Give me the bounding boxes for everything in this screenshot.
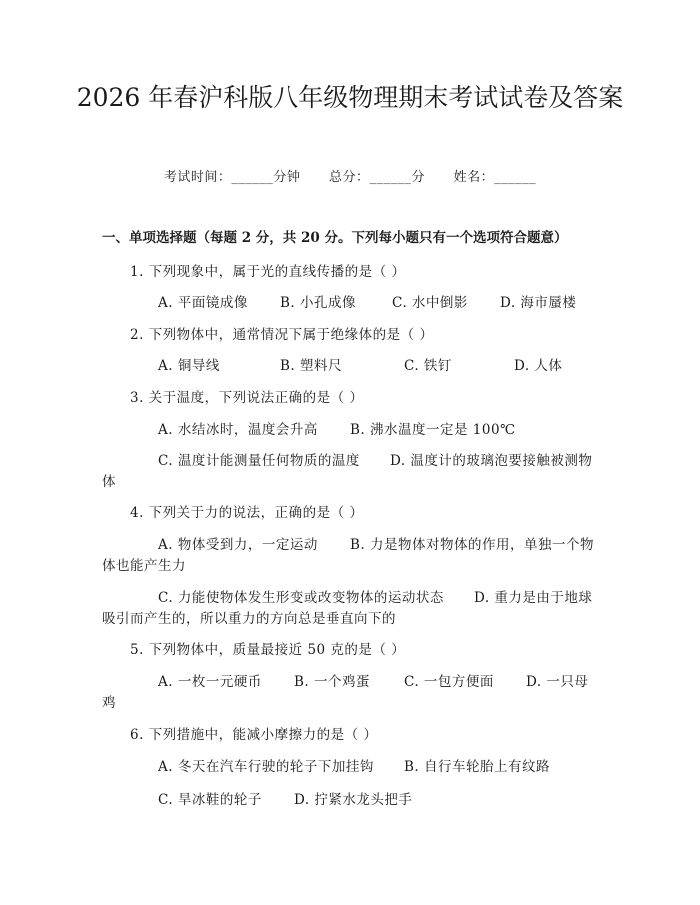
option-d: D. 海市蜃楼 bbox=[500, 295, 577, 311]
option-b: B. 小孔成像 bbox=[280, 295, 357, 311]
option-b: B. 塑料尺 bbox=[280, 358, 343, 374]
option-d: D. 一只母 bbox=[526, 674, 589, 690]
question-stem: 1. 下列现象中，属于光的直线传播的是（ ） bbox=[130, 264, 406, 280]
option-wrap: 体 bbox=[102, 474, 116, 490]
option-a: A. 铜导线 bbox=[158, 358, 220, 374]
option-c: C. 力能使物体发生形变或改变物体的运动状态 bbox=[158, 590, 444, 606]
option-c: C. 温度计能测量任何物质的温度 bbox=[158, 453, 360, 469]
question-stem: 4. 下列关于力的说法，正确的是（ ） bbox=[130, 505, 364, 521]
option-c: C. 水中倒影 bbox=[392, 295, 468, 311]
option-a: A. 物体受到力，一定运动 bbox=[158, 537, 318, 553]
option-d: D. 拧紧水龙头把手 bbox=[294, 792, 413, 808]
question-stem: 5. 下列物体中，质量最接近 50 克的是（ ） bbox=[130, 642, 406, 658]
option-wrap: 鸡 bbox=[102, 695, 116, 711]
option-a: A. 平面镜成像 bbox=[158, 295, 248, 311]
option-d: D. 重力是由于地球 bbox=[474, 590, 593, 606]
student-name-field: 姓名：______ bbox=[453, 170, 537, 185]
option-b: B. 沸水温度一定是 100℃ bbox=[350, 422, 516, 438]
question-stem: 2. 下列物体中，通常情况下属于绝缘体的是（ ） bbox=[130, 327, 434, 343]
option-wrap: 体也能产生力 bbox=[102, 558, 186, 574]
option-c: C. 铁钉 bbox=[404, 358, 452, 374]
option-b: B. 自行车轮胎上有纹路 bbox=[404, 759, 551, 775]
option-a: A. 冬天在汽车行驶的轮子下加挂钩 bbox=[158, 759, 374, 775]
total-score-field: 总分：______分 bbox=[328, 170, 425, 185]
question-stem: 6. 下列措施中，能减小摩擦力的是（ ） bbox=[130, 727, 378, 743]
question-stem: 3. 关于温度，下列说法正确的是（ ） bbox=[130, 390, 364, 406]
option-b: B. 力是物体对物体的作用，单独一个物 bbox=[350, 537, 595, 553]
option-c: C. 一包方便面 bbox=[404, 674, 494, 690]
section-heading: 一、单项选择题（每题 2 分，共 20 分。下列每小题只有一个选项符合题意） bbox=[102, 230, 568, 246]
exam-meta bbox=[0, 168, 700, 188]
document-title: 2026 年春沪科版八年级物理期末考试试卷及答案 bbox=[76, 83, 624, 112]
option-b: B. 一个鸡蛋 bbox=[294, 674, 371, 690]
option-wrap: 吸引而产生的，所以重力的方向总是垂直向下的 bbox=[102, 611, 396, 627]
option-d: D. 温度计的玻璃泡要接触被测物 bbox=[390, 453, 593, 469]
exam-time-field: 考试时间：______分钟 bbox=[163, 170, 301, 185]
option-d: D. 人体 bbox=[514, 358, 563, 374]
option-a: A. 一枚一元硬币 bbox=[158, 674, 262, 690]
option-c: C. 旱冰鞋的轮子 bbox=[158, 792, 262, 808]
option-a: A. 水结冰时，温度会升高 bbox=[158, 422, 318, 438]
